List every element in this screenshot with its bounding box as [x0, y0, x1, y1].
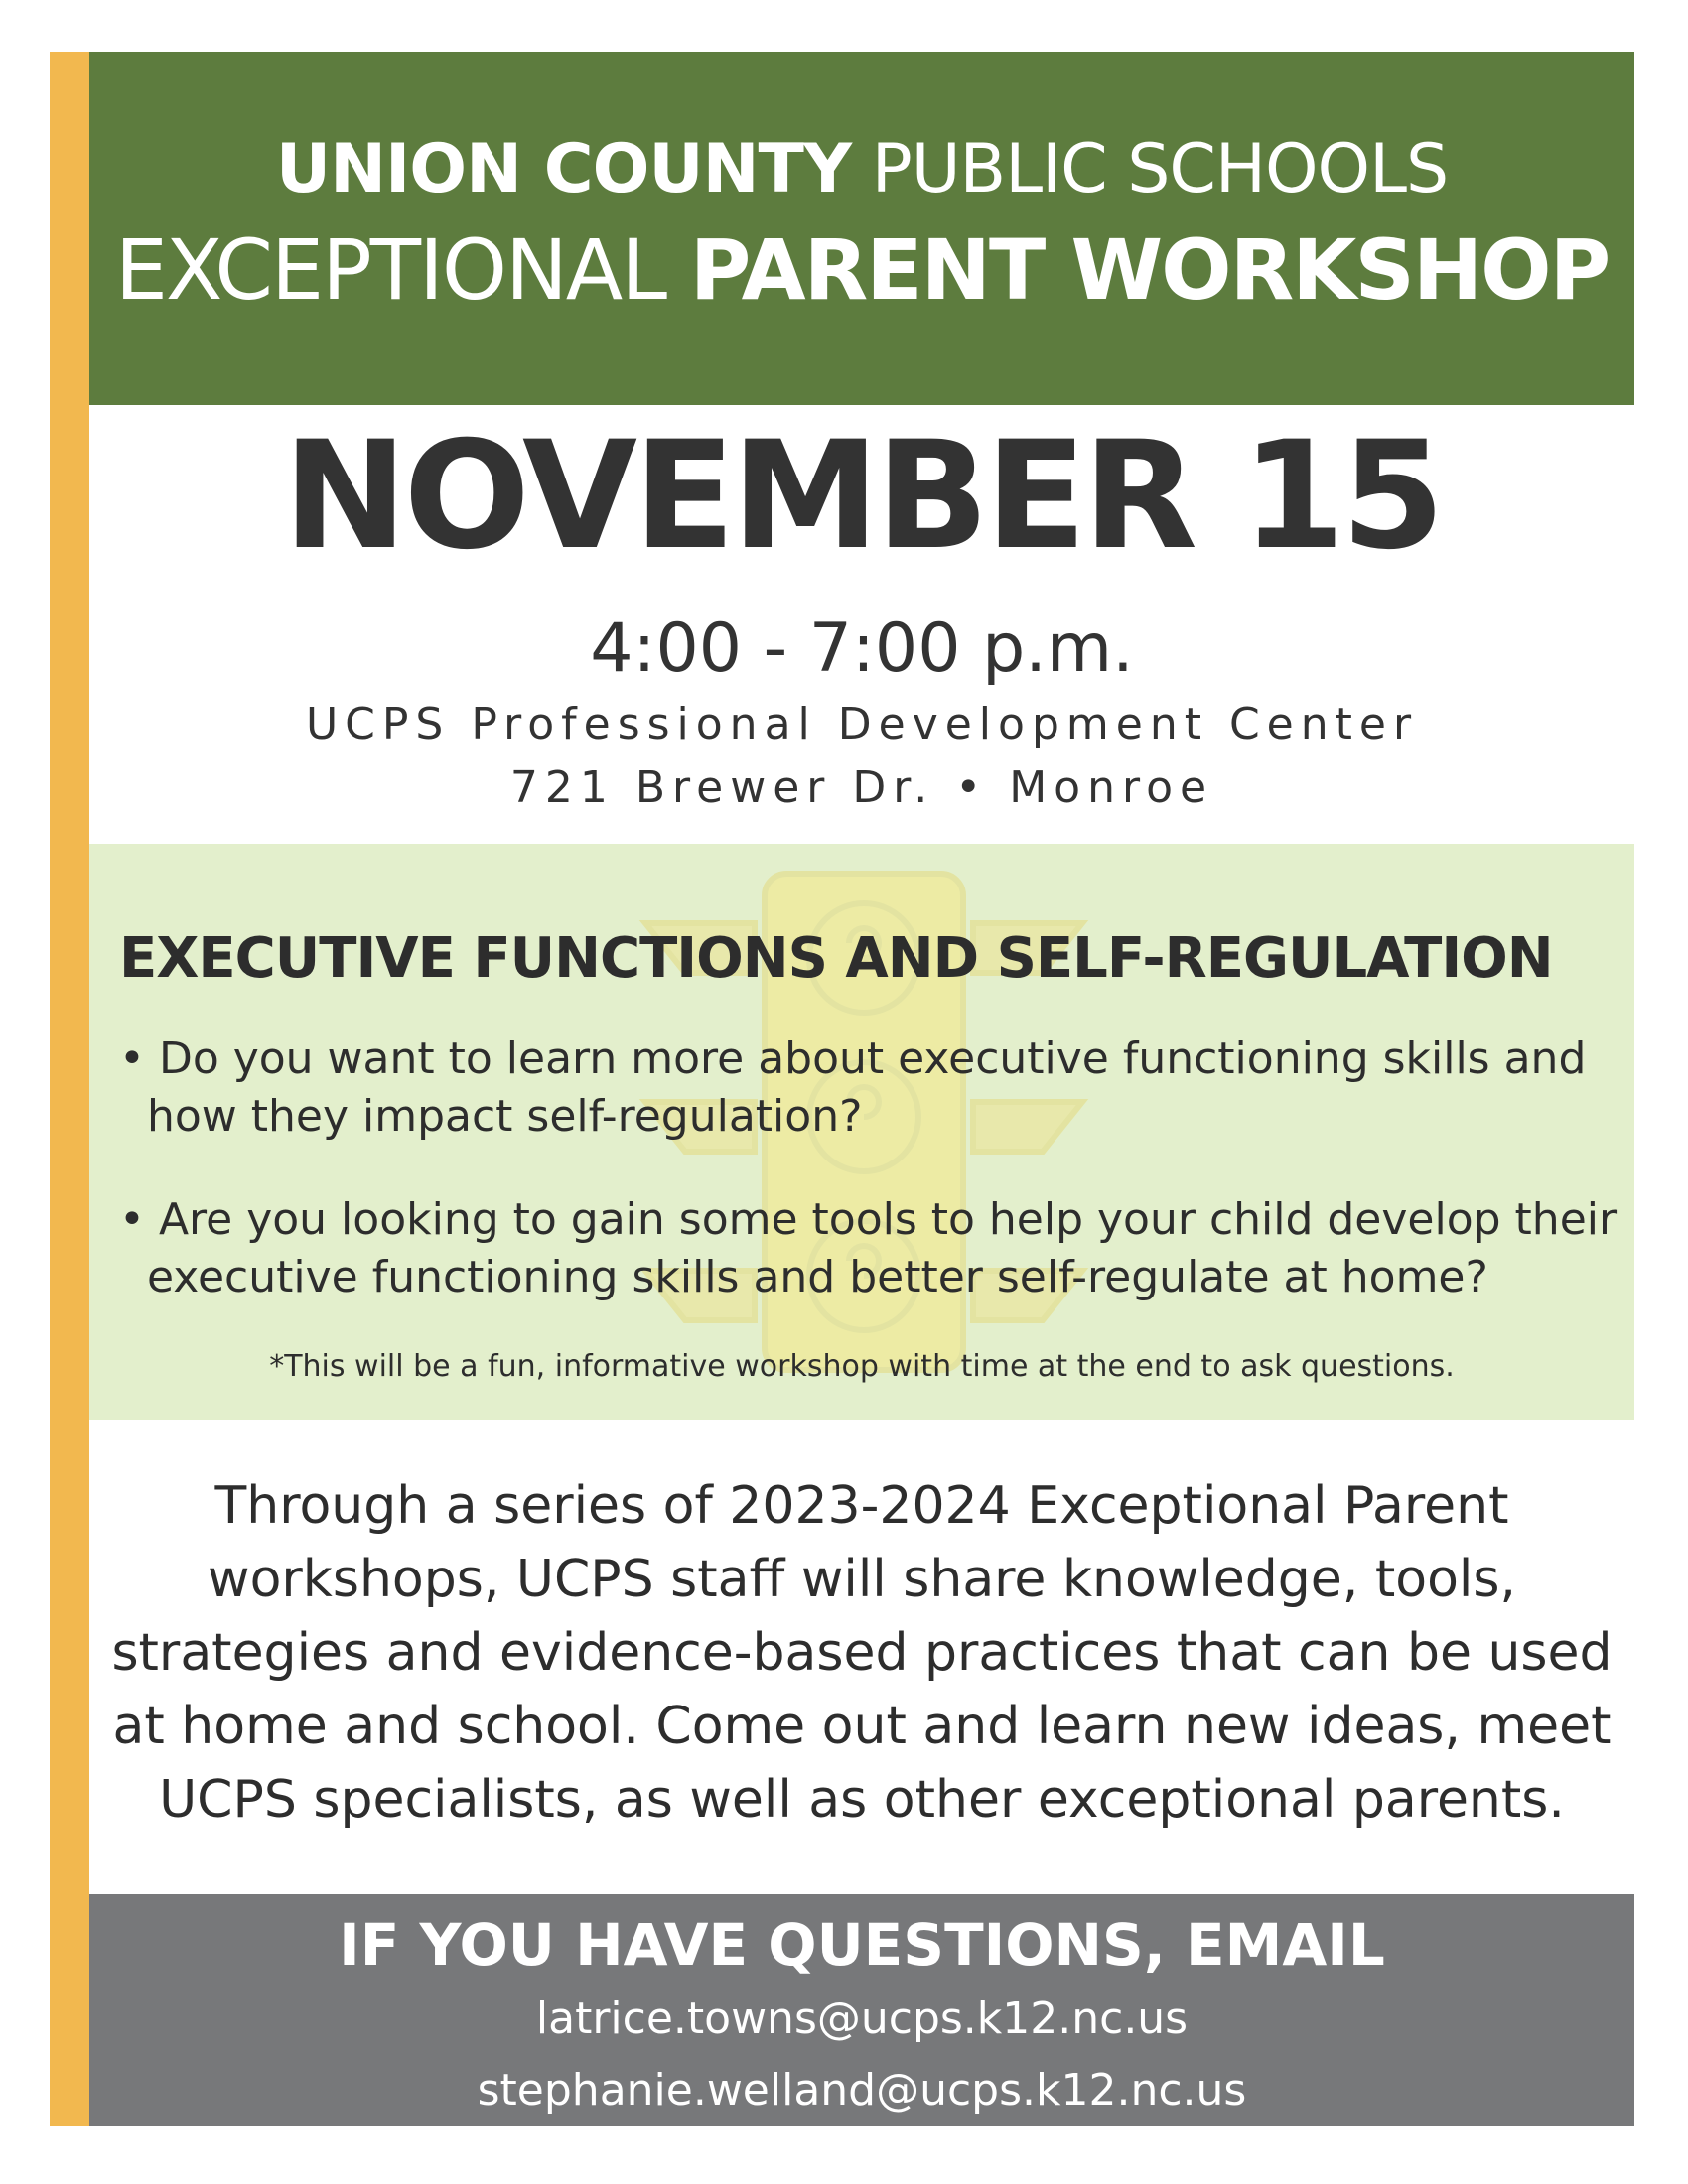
organization-name: UNION COUNTY PUBLIC SCHOOLS — [275, 130, 1449, 208]
topic-heading: EXECUTIVE FUNCTIONS AND SELF-REGULATION — [119, 926, 1553, 991]
event-address: 721 Brewer Dr. • Monroe — [509, 762, 1214, 813]
topic-bullet: • Do you want to learn more about executive functioning skills and how they impact self-regulation? — [119, 1033, 1587, 1142]
topic-bullet: • Are you looking to gain some tools to help your child develop their executive functioning skills and better self-regulate at home? — [119, 1194, 1618, 1302]
event-time: 4:00 - 7:00 p.m. — [590, 610, 1134, 688]
contact-heading: IF YOU HAVE QUESTIONS, EMAIL — [339, 1911, 1385, 1979]
accent-stripe — [50, 52, 89, 2126]
contact-email-link[interactable]: stephanie.welland@ucps.k12.nc.us — [477, 2065, 1247, 2116]
header-banner — [89, 52, 1634, 405]
workshop-note: *This will be a fun, informative workshop with time at the end to ask questions. — [269, 1349, 1455, 1384]
contact-email-link[interactable]: latrice.towns@ucps.k12.nc.us — [535, 1993, 1189, 2044]
workshop-title: EXCEPTIONAL PARENT WORKSHOP — [114, 221, 1610, 319]
topic-panel — [89, 844, 1634, 1420]
event-venue: UCPS Professional Development Center — [305, 699, 1419, 750]
event-date: NOVEMBER 15 — [282, 410, 1442, 583]
contact-footer — [89, 1894, 1634, 2126]
series-description: Through a series of 2023-2024 Exceptional Parent workshops, UCPS staff will share knowledge, tools, strategies and evidence-based practices that can be used at home and school. Come out and learn new ideas, meet UCPS specialists, as well as other exceptional parents. — [111, 1476, 1613, 1830]
